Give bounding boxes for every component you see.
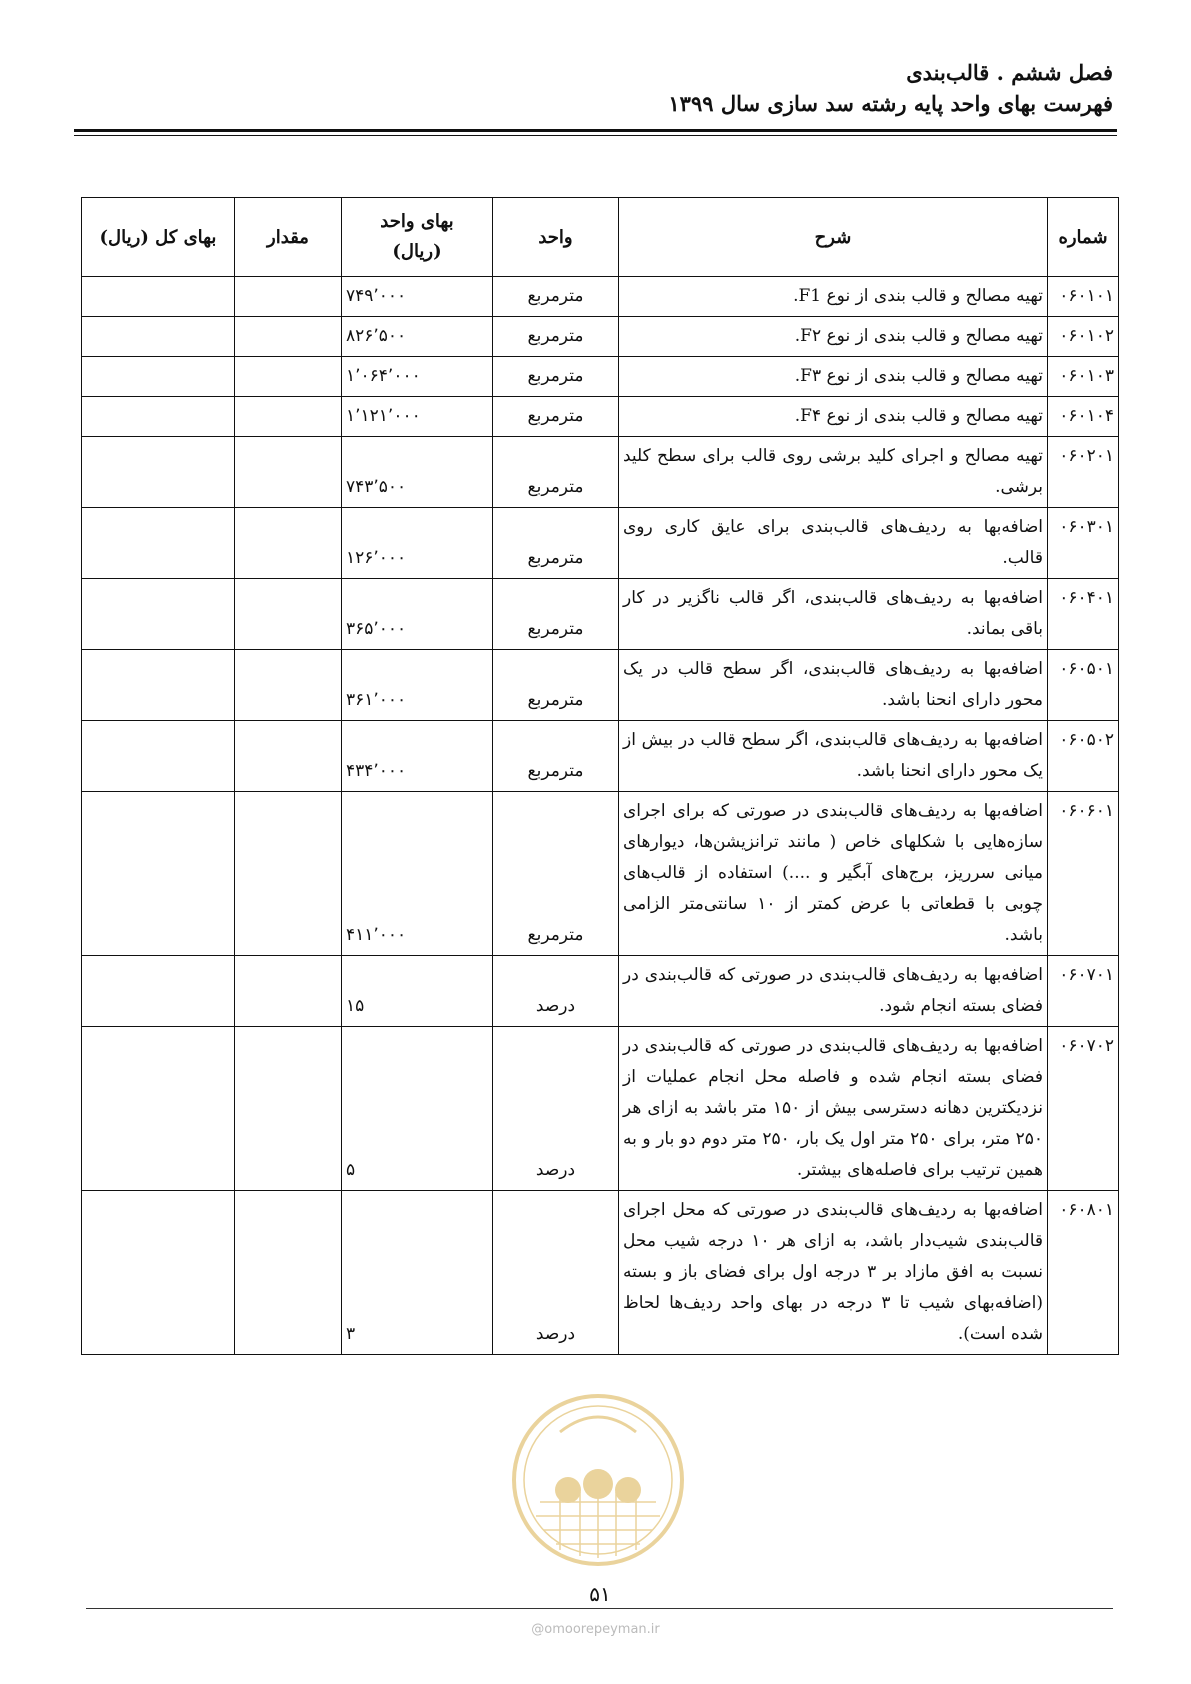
cell-quantity	[235, 357, 342, 397]
cell-description: اضافه‌بها به ردیف‌های قالب‌بندی برای عایق کاری روی قالب.	[619, 508, 1048, 579]
cell-total-price	[82, 437, 235, 508]
price-table	[81, 197, 1119, 1355]
cell-quantity	[235, 721, 342, 792]
cell-quantity	[235, 508, 342, 579]
cell-number: ۰۶۰۳۰۱	[1048, 508, 1119, 579]
table-row	[82, 317, 1119, 357]
header-total-price: بهای کل (ریال)	[82, 198, 235, 277]
table-row	[82, 1191, 1119, 1355]
cell-description: تهیه مصالح و قالب بندی از نوع F۴.	[619, 397, 1048, 437]
table-row	[82, 650, 1119, 721]
table-row	[82, 1027, 1119, 1191]
cell-number: ۰۶۰۱۰۴	[1048, 397, 1119, 437]
cell-description: تهیه مصالح و اجرای کلید برشی روی قالب برای سطح کلید برشی.	[619, 437, 1048, 508]
cell-number: ۰۶۰۵۰۲	[1048, 721, 1119, 792]
cell-unit-price: ۸۲۶٬۵۰۰	[342, 317, 493, 357]
cell-unit-price: ۱۵	[342, 956, 493, 1027]
table-header-row	[82, 198, 1119, 277]
chapter-title: فصل ششم . قالب‌بندی	[906, 60, 1113, 85]
cell-unit-price: ۳۶۱٬۰۰۰	[342, 650, 493, 721]
cell-unit: درصد	[493, 1191, 619, 1355]
cell-total-price	[82, 956, 235, 1027]
cell-total-price	[82, 317, 235, 357]
cell-unit-price: ۱٬۰۶۴٬۰۰۰	[342, 357, 493, 397]
cell-unit: مترمربع	[493, 650, 619, 721]
company-logo-watermark	[510, 1392, 686, 1568]
cell-unit: درصد	[493, 956, 619, 1027]
cell-number: ۰۶۰۶۰۱	[1048, 792, 1119, 956]
cell-unit: مترمربع	[493, 721, 619, 792]
cell-quantity	[235, 1027, 342, 1191]
header-rule-thick	[74, 129, 1117, 132]
header-rule-thin	[74, 135, 1117, 136]
cell-total-price	[82, 1191, 235, 1355]
cell-number: ۰۶۰۸۰۱	[1048, 1191, 1119, 1355]
cell-description: اضافه‌بها به ردیف‌های قالب‌بندی در صورتی که برای اجرای سازه‌هایی با شکلهای خاص ( مانند ترانزیشن‌ها، دیوارهای میانی سرریز، برج‌های آبگیر و ....) استفاده از قالب‌های چوبی با قطعاتی با عرض کمتر از ۱۰ سانتی‌متر الزامی باشد.	[619, 792, 1048, 956]
cell-total-price	[82, 1027, 235, 1191]
cell-unit-price: ۴۱۱٬۰۰۰	[342, 792, 493, 956]
cell-unit: مترمربع	[493, 357, 619, 397]
footer-website: @omoorepeyman.ir	[531, 1622, 660, 1637]
cell-number: ۰۶۰۱۰۱	[1048, 277, 1119, 317]
table-row	[82, 397, 1119, 437]
table-row	[82, 792, 1119, 956]
cell-total-price	[82, 579, 235, 650]
cell-description: تهیه مصالح و قالب بندی از نوع F1.	[619, 277, 1048, 317]
cell-quantity	[235, 579, 342, 650]
cell-quantity	[235, 650, 342, 721]
table-row	[82, 721, 1119, 792]
cell-number: ۰۶۰۲۰۱	[1048, 437, 1119, 508]
page-number: ۵۱	[589, 1582, 611, 1606]
cell-number: ۰۶۰۷۰۱	[1048, 956, 1119, 1027]
cell-number: ۰۶۰۱۰۳	[1048, 357, 1119, 397]
cell-unit: مترمربع	[493, 317, 619, 357]
cell-description: اضافه‌بها به ردیف‌های قالب‌بندی، اگر قالب ناگزیر در کار باقی بماند.	[619, 579, 1048, 650]
table-row	[82, 508, 1119, 579]
table-row	[82, 956, 1119, 1027]
cell-unit: مترمربع	[493, 508, 619, 579]
cell-unit-price: ۷۴۳٬۵۰۰	[342, 437, 493, 508]
cell-unit-price: ۱٬۱۲۱٬۰۰۰	[342, 397, 493, 437]
cell-unit-price: ۱۲۶٬۰۰۰	[342, 508, 493, 579]
cell-quantity	[235, 317, 342, 357]
cell-description: اضافه‌بها به ردیف‌های قالب‌بندی در صورتی که محل اجرای قالب‌بندی شیب‌دار باشد، به ازای هر ۱۰ درجه شیب محل نسبت به افق مازاد بر ۳ درجه اول برای فضای باز و بسته (اضافه‌بهای شیب تا ۳ درجه در بهای واحد ردیف‌ها لحاظ شده است).	[619, 1191, 1048, 1355]
table-row	[82, 277, 1119, 317]
cell-unit: مترمربع	[493, 579, 619, 650]
table-row	[82, 579, 1119, 650]
table-row	[82, 357, 1119, 397]
cell-unit-price: ۴۳۴٬۰۰۰	[342, 721, 493, 792]
cell-description: اضافه‌بها به ردیف‌های قالب‌بندی در صورتی که قالب‌بندی در فضای بسته انجام شود.	[619, 956, 1048, 1027]
header-number: شماره	[1048, 198, 1119, 277]
header-unit: واحد	[493, 198, 619, 277]
cell-description: اضافه‌بها به ردیف‌های قالب‌بندی، اگر سطح قالب در بیش از یک محور دارای انحنا باشد.	[619, 721, 1048, 792]
cell-total-price	[82, 277, 235, 317]
cell-quantity	[235, 1191, 342, 1355]
cell-total-price	[82, 650, 235, 721]
cell-description: تهیه مصالح و قالب بندی از نوع F۲.	[619, 317, 1048, 357]
cell-quantity	[235, 956, 342, 1027]
cell-unit-price: ۳۶۵٬۰۰۰	[342, 579, 493, 650]
cell-unit: مترمربع	[493, 277, 619, 317]
cell-quantity	[235, 437, 342, 508]
cell-description: اضافه‌بها به ردیف‌های قالب‌بندی، اگر سطح قالب در یک محور دارای انحنا باشد.	[619, 650, 1048, 721]
cell-description: تهیه مصالح و قالب بندی از نوع F۳.	[619, 357, 1048, 397]
cell-unit: درصد	[493, 1027, 619, 1191]
page-header	[668, 58, 1113, 120]
header-quantity: مقدار	[235, 198, 342, 277]
cell-quantity	[235, 397, 342, 437]
cell-unit: مترمربع	[493, 397, 619, 437]
cell-number: ۰۶۰۵۰۱	[1048, 650, 1119, 721]
cell-unit-price: ۳	[342, 1191, 493, 1355]
footer-rule	[86, 1608, 1113, 1609]
cell-number: ۰۶۰۱۰۲	[1048, 317, 1119, 357]
cell-total-price	[82, 792, 235, 956]
cell-total-price	[82, 357, 235, 397]
header-description: شرح	[619, 198, 1048, 277]
cell-total-price	[82, 508, 235, 579]
cell-unit: مترمربع	[493, 792, 619, 956]
document-subtitle: فهرست بهای واحد پایه رشته سد سازی سال ۱۳۹۹	[668, 91, 1113, 116]
cell-number: ۰۶۰۷۰۲	[1048, 1027, 1119, 1191]
cell-unit-price: ۵	[342, 1027, 493, 1191]
table-row	[82, 437, 1119, 508]
cell-total-price	[82, 397, 235, 437]
cell-total-price	[82, 721, 235, 792]
cell-quantity	[235, 277, 342, 317]
cell-unit-price: ۷۴۹٬۰۰۰	[342, 277, 493, 317]
header-unit-price: بهای واحد (ریال)	[342, 198, 493, 277]
cell-description: اضافه‌بها به ردیف‌های قالب‌بندی در صورتی که قالب‌بندی در فضای بسته انجام شده و فاصله محل انجام عملیات از نزدیکترین دهانه دسترسی بیش از ۱۵۰ متر باشد به ازای هر ۲۵۰ متر، برای ۲۵۰ متر اول یک بار، ۲۵۰ متر دوم دو بار و به همین ترتیب برای فاصله‌های بیشتر.	[619, 1027, 1048, 1191]
cell-number: ۰۶۰۴۰۱	[1048, 579, 1119, 650]
cell-quantity	[235, 792, 342, 956]
cell-unit: مترمربع	[493, 437, 619, 508]
